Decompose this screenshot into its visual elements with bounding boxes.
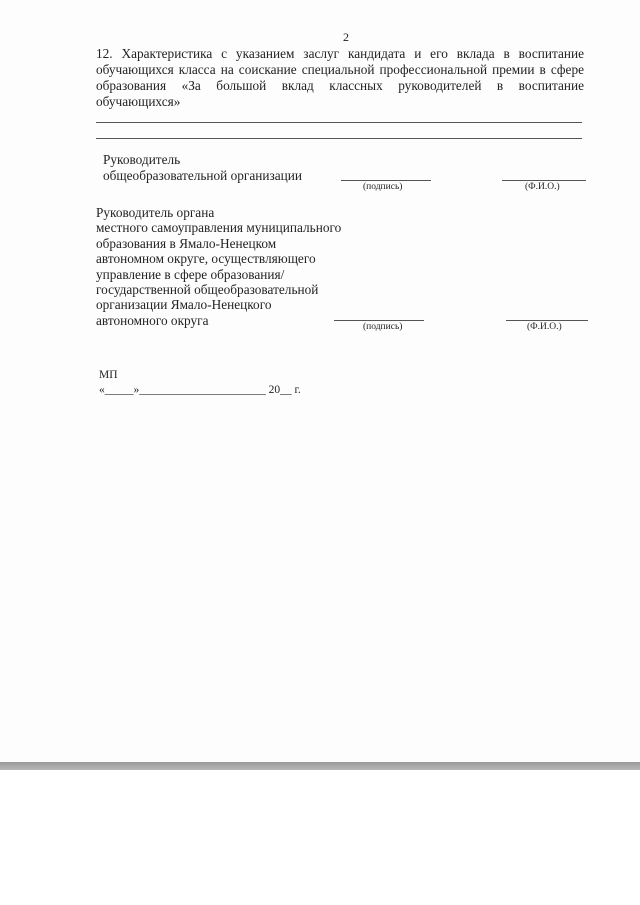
signature-caption-1: (подпись)	[363, 182, 403, 192]
scan-edge	[0, 762, 640, 770]
item-12-paragraph: 12. Характеристика с указанием заслуг кандидата и его вклада в воспитание обучающихся класса на соискание специальной профессиональной премии в сфере образования «За большой вклад классных руководителей в воспитание обучающихся»	[96, 46, 584, 109]
authority-title-block	[96, 205, 341, 328]
authority-title-line: организации Ямало-Ненецкого	[96, 297, 272, 313]
signature-line-1	[341, 180, 431, 181]
date-line: «_____»______________________ 20__ г.	[99, 384, 301, 396]
name-line-1	[502, 180, 586, 181]
answer-line-2	[96, 138, 582, 139]
authority-title-line: управление в сфере образования/	[96, 266, 285, 282]
mp-label: МП	[99, 369, 118, 381]
page-number: 2	[343, 30, 349, 44]
signature-caption-2: (подпись)	[363, 322, 403, 332]
authority-title-line: автономном округе, осуществляющего	[96, 251, 316, 267]
name-caption-2: (Ф.И.О.)	[527, 322, 562, 332]
head-title-line-2: общеобразовательной организации	[103, 168, 303, 183]
authority-title-line: автономного округа	[96, 312, 209, 328]
head-title-line-1: Руководитель	[103, 152, 181, 167]
authority-title-line: государственной общеобразовательной	[96, 282, 319, 298]
authority-title-line: Руководитель органа	[96, 205, 215, 220]
answer-line-1	[96, 122, 582, 123]
authority-title-line: образования в Ямало-Ненецком	[96, 235, 277, 251]
authority-title-line: местного самоуправления муниципального	[96, 220, 342, 236]
signature-line-2	[334, 320, 424, 321]
name-caption-1: (Ф.И.О.)	[525, 182, 560, 192]
name-line-2	[506, 320, 588, 321]
